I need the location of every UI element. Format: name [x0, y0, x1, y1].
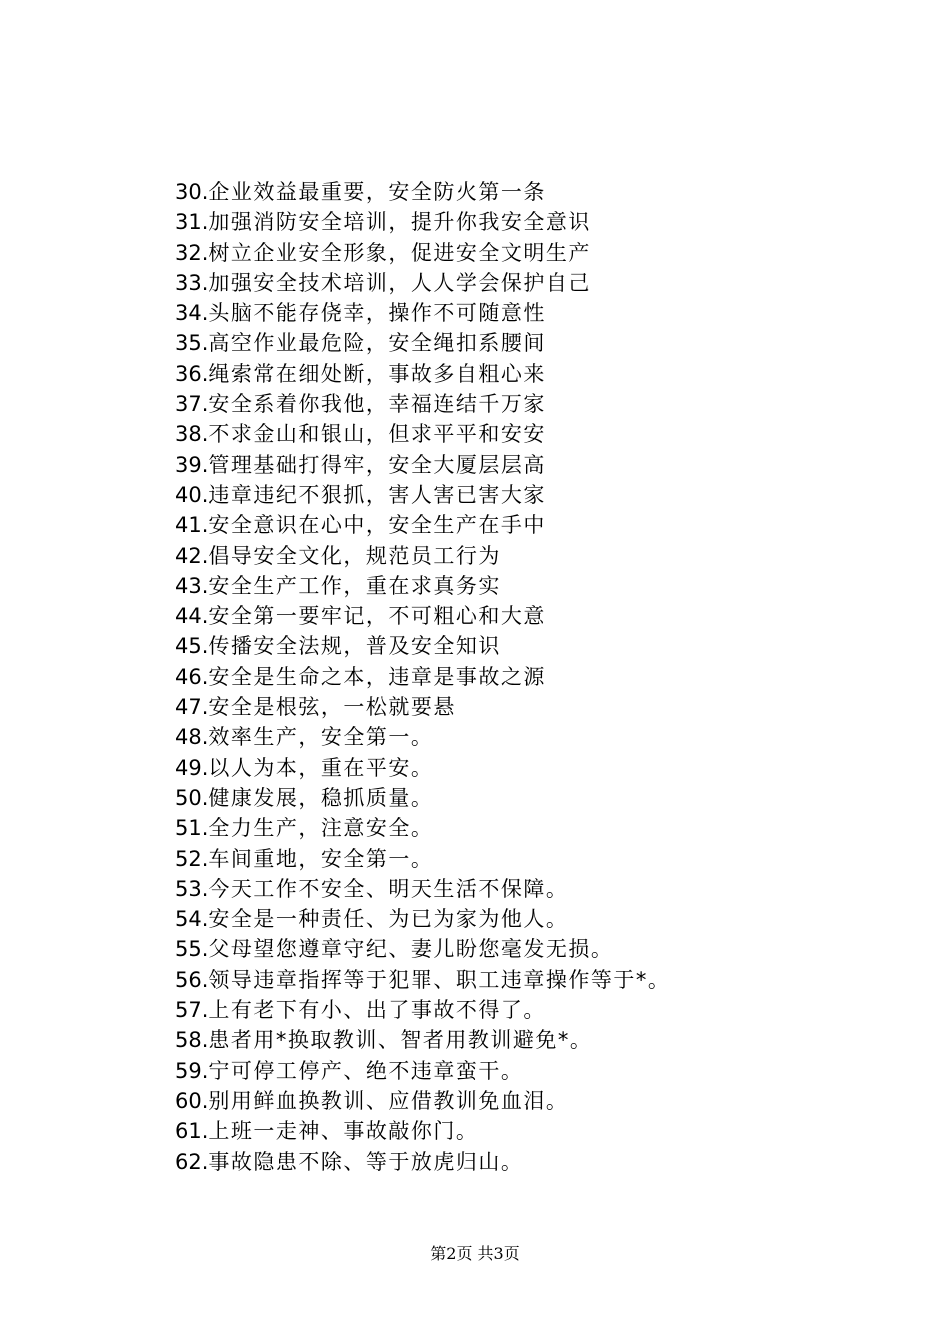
list-item [175, 389, 915, 419]
list-item [175, 571, 915, 601]
item-number: 58. [175, 1028, 209, 1053]
list-item [175, 510, 915, 540]
item-number: 52. [175, 846, 209, 871]
list-item [175, 874, 915, 904]
item-number: 54. [175, 907, 209, 932]
item-number: 59. [175, 1058, 209, 1083]
item-text: 全力生产，注意安全。 [208, 816, 434, 841]
item-number: 42. [175, 543, 209, 568]
list-item [175, 450, 915, 480]
item-text: 宁可停工停产、绝不违章蛮干。 [208, 1058, 524, 1083]
item-text: 以人为本，重在平安。 [208, 755, 434, 780]
item-text: 效率生产，安全第一。 [208, 725, 434, 750]
item-number: 35. [175, 331, 209, 356]
list-item [175, 692, 915, 722]
item-text: 安全意识在心中，安全生产在手中 [208, 513, 546, 538]
item-number: 39. [175, 452, 209, 477]
item-number: 31. [175, 210, 209, 235]
item-text: 安全是生命之本，违章是事故之源 [208, 664, 546, 689]
list-item [175, 328, 915, 358]
item-text: 上班一走神、事故敲你门。 [208, 1119, 479, 1144]
item-text: 健康发展，稳抓质量。 [208, 785, 434, 810]
item-text: 头脑不能存侥幸，操作不可随意性 [208, 301, 546, 326]
item-text: 不求金山和银山，但求平平和安安 [208, 422, 546, 447]
item-text: 别用鲜血换教训、应借教训免血泪。 [208, 1088, 569, 1113]
item-text: 患者用*换取教训、智者用教训避免*。 [208, 1028, 593, 1053]
item-text: 事故隐患不除、等于放虎归山。 [208, 1149, 524, 1174]
item-number: 41. [175, 513, 209, 538]
item-text: 安全是根弦，一松就要悬 [208, 695, 456, 720]
list-item [175, 1147, 915, 1177]
item-text: 加强消防安全培训，提升你我安全意识 [208, 210, 591, 235]
item-text: 车间重地，安全第一。 [208, 846, 434, 871]
item-text: 倡导安全文化，规范员工行为 [208, 543, 501, 568]
item-number: 34. [175, 301, 209, 326]
list-item [175, 753, 915, 783]
list-item [175, 419, 915, 449]
item-number: 48. [175, 725, 209, 750]
item-number: 62. [175, 1149, 209, 1174]
item-number: 50. [175, 785, 209, 810]
item-number: 38. [175, 422, 209, 447]
item-text: 加强安全技术培训，人人学会保护自己 [208, 270, 591, 295]
list-item [175, 844, 915, 874]
item-text: 安全是一种责任、为已为家为他人。 [208, 907, 569, 932]
list-item [175, 631, 915, 661]
item-text: 企业效益最重要，安全防火第一条 [208, 180, 546, 204]
list-item [175, 1116, 915, 1146]
item-text: 安全系着你我他，幸福连结千万家 [208, 392, 546, 417]
list-item [175, 1056, 915, 1086]
list-item [175, 480, 915, 510]
list-item [175, 995, 915, 1025]
item-number: 40. [175, 482, 209, 507]
item-text: 领导违章指挥等于犯罪、职工违章操作等于*。 [208, 967, 671, 992]
item-text: 传播安全法规，普及安全知识 [208, 634, 501, 659]
item-number: 53. [175, 876, 209, 901]
item-number: 47. [175, 695, 209, 720]
list-item [175, 238, 915, 268]
list-item [175, 783, 915, 813]
item-text: 上有老下有小、出了事故不得了。 [208, 998, 546, 1023]
item-number: 61. [175, 1119, 209, 1144]
item-number: 57. [175, 998, 209, 1023]
item-number: 33. [175, 270, 209, 295]
item-text: 违章违纪不狠抓，害人害已害大家 [208, 482, 546, 507]
list-item [175, 1025, 915, 1055]
page-footer: 第2页 共3页 [430, 1244, 520, 1263]
item-text: 管理基础打得牢，安全大厦层层高 [208, 452, 546, 477]
list-item [175, 207, 915, 237]
item-text: 父母望您遵章守纪、妻儿盼您毫发无损。 [208, 937, 614, 962]
item-text: 安全生产工作，重在求真务实 [208, 573, 501, 598]
list-item [175, 662, 915, 692]
item-number: 30. [175, 180, 209, 204]
item-text: 树立企业安全形象，促进安全文明生产 [208, 240, 591, 265]
list-item [175, 359, 915, 389]
list-item [175, 1086, 915, 1116]
item-number: 36. [175, 361, 209, 386]
item-number: 49. [175, 755, 209, 780]
list-item [175, 904, 915, 934]
item-number: 51. [175, 816, 209, 841]
item-text: 高空作业最危险，安全绳扣系腰间 [208, 331, 546, 356]
item-number: 55. [175, 937, 209, 962]
list-item [175, 813, 915, 843]
item-number: 43. [175, 573, 209, 598]
list-item [175, 541, 915, 571]
list-item [175, 965, 915, 995]
item-number: 56. [175, 967, 209, 992]
item-text: 今天工作不安全、明天生活不保障。 [208, 876, 569, 901]
slogan-list [175, 177, 915, 1177]
list-item [175, 177, 915, 207]
item-number: 32. [175, 240, 209, 265]
item-text: 绳索常在细处断，事故多自粗心来 [208, 361, 546, 386]
list-item [175, 934, 915, 964]
item-number: 37. [175, 392, 209, 417]
list-item [175, 722, 915, 752]
item-number: 46. [175, 664, 209, 689]
item-number: 60. [175, 1088, 209, 1113]
item-text: 安全第一要牢记，不可粗心和大意 [208, 604, 546, 629]
list-item [175, 268, 915, 298]
item-number: 45. [175, 634, 209, 659]
item-number: 44. [175, 604, 209, 629]
list-item [175, 298, 915, 328]
list-item [175, 601, 915, 631]
